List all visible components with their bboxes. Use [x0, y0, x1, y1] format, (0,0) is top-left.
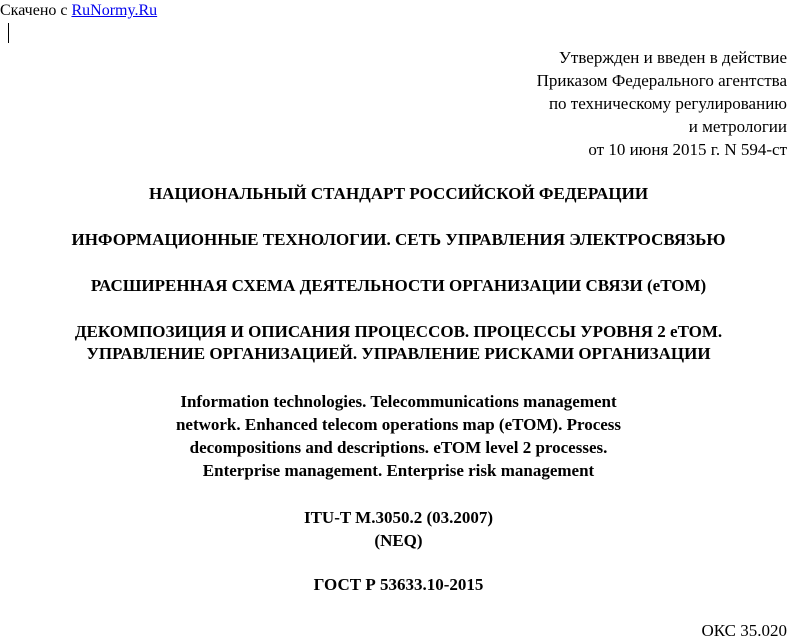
equivalence-mark: (NEQ): [374, 531, 423, 550]
approval-line: по техническому регулированию: [548, 94, 787, 113]
series-heading: ИНФОРМАЦИОННЫЕ ТЕХНОЛОГИИ. СЕТЬ УПРАВЛЕНИЯ ЭЛЕКТРОСВЯЗЬЮ: [71, 230, 726, 249]
download-source-line: [0, 1, 157, 21]
english-title-line: decompositions and descriptions. eTOM level 2 processes.: [189, 438, 608, 457]
approval-line: Приказом Федерального агентства: [536, 71, 787, 90]
oks-code: ОКС 35.020: [701, 621, 787, 640]
standard-heading: НАЦИОНАЛЬНЫЙ СТАНДАРТ РОССИЙСКОЙ ФЕДЕРАЦИИ: [148, 184, 649, 203]
subject-heading-line: ДЕКОМПОЗИЦИЯ И ОПИСАНИЯ ПРОЦЕССОВ. ПРОЦЕССЫ УРОВНЯ 2 eTOM.: [74, 322, 723, 341]
itu-standard: ITU-T M.3050.2 (03.2007): [303, 508, 494, 527]
subject-heading-line: УПРАВЛЕНИЕ ОРГАНИЗАЦИЕЙ. УПРАВЛЕНИЕ РИСКАМИ ОРГАНИЗАЦИИ: [86, 344, 711, 363]
itu-reference: [0, 506, 790, 552]
english-title: [0, 390, 790, 482]
subject-heading: [0, 321, 790, 365]
approval-line: и метрологии: [688, 117, 787, 136]
download-prefix: Скачено с: [0, 2, 72, 19]
gost-number: ГОСТ Р 53633.10-2015: [313, 575, 484, 594]
approval-line: Утвержден и введен в действие: [558, 48, 787, 67]
english-title-line: Information technologies. Telecommunications management: [180, 392, 617, 411]
scheme-heading: РАСШИРЕННАЯ СХЕМА ДЕЯТЕЛЬНОСТИ ОРГАНИЗАЦИИ СВЯЗИ (eTOM): [90, 276, 707, 295]
approval-line: от 10 июня 2015 г. N 594-ст: [588, 140, 787, 159]
approval-block: [537, 46, 787, 161]
english-title-line: network. Enhanced telecom operations map (eTOM). Process: [175, 415, 622, 434]
english-title-line: Enterprise management. Enterprise risk management: [202, 461, 595, 480]
text-cursor: [8, 23, 9, 43]
runormy-link[interactable]: RuNormy.Ru: [71, 2, 158, 19]
